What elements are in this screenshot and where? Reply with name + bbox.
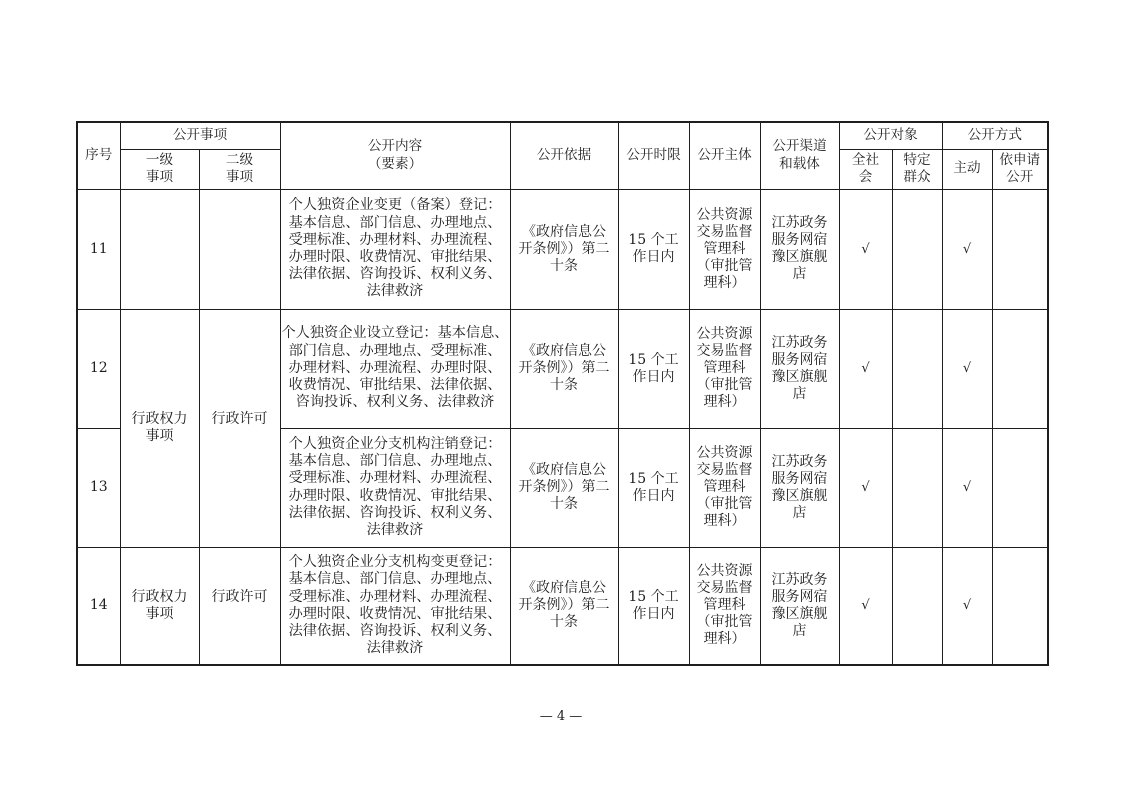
header-level2-line: 二级 [225, 151, 254, 168]
header-level1-line: 事项 [145, 169, 174, 185]
level1-cell [120, 309, 199, 547]
level2-line: 行政许可 [211, 411, 268, 427]
subject-line: 理科） [703, 513, 746, 529]
content-line: 法律依据、咨询投诉、权利义务、 [288, 266, 502, 283]
header-channel [760, 122, 839, 189]
content-text [281, 325, 510, 411]
channel-line: 豫区旗舰 [771, 368, 828, 385]
content-line: 法律依据、咨询投诉、权利义务、 [288, 504, 502, 521]
channel-line: 店 [792, 266, 807, 282]
check-mark-icon: √ [861, 241, 870, 257]
time-limit-line: 15 个工 [628, 588, 679, 605]
basis-line: 开条例》）第二 [518, 479, 610, 495]
target-specific-cell [892, 189, 942, 309]
basis-line: 《政府信息公 [522, 580, 606, 597]
method-active-cell [942, 547, 992, 665]
table-row [77, 309, 1048, 428]
content-line: 法律救济 [366, 521, 424, 538]
target-public-cell [839, 428, 892, 547]
method-request-cell [992, 189, 1048, 309]
content-text [281, 436, 510, 539]
basis-line: 十条 [550, 614, 578, 631]
subject-cell [689, 189, 760, 309]
table-row [77, 547, 1048, 665]
content-line: 个人独资企业分支机构注销登记： [288, 435, 502, 452]
channel-line: 江苏政务 [771, 334, 828, 351]
channel-line: 江苏政务 [771, 453, 828, 470]
channel-text [761, 215, 839, 283]
content-line: 办理材料、办理流程、办理时限、 [288, 359, 502, 376]
subject-cell [689, 547, 760, 665]
header-level1-label [121, 152, 199, 187]
basis-cell [510, 309, 618, 428]
level2-cell [199, 309, 280, 547]
content-line: 法律依据、咨询投诉、权利义务、 [288, 622, 502, 639]
content-line: 办理时限、收费情况、审批结果、 [288, 249, 502, 265]
method-request-cell [992, 309, 1048, 428]
level1-line: 行政权力 [131, 588, 188, 605]
header-method-active [942, 149, 992, 189]
header-target-public-label [840, 152, 892, 187]
header-content-label [281, 138, 510, 173]
basis-line: 十条 [550, 496, 578, 512]
seq-cell [77, 309, 120, 428]
header-channel-line: 和载体 [779, 155, 820, 172]
content-line: 办理时限、收费情况、审批结果、 [288, 605, 502, 622]
check-mark-icon: √ [962, 241, 972, 257]
channel-line: 服务网宿 [771, 232, 828, 248]
time-limit-text [619, 471, 689, 505]
header-basis [510, 122, 618, 189]
seq-number: 12 [89, 360, 108, 376]
check-mark-icon: √ [861, 480, 870, 495]
subject-line: （审批管 [696, 377, 753, 393]
subject-cell [689, 309, 760, 428]
basis-cell [510, 428, 618, 547]
header-target-specific-line: 特定 [903, 151, 931, 168]
channel-line: 豫区旗舰 [771, 605, 828, 622]
basis-text [511, 580, 618, 631]
table-header [77, 122, 1048, 189]
subject-line: （审批管 [696, 496, 753, 512]
content-line: 法律救济 [366, 640, 424, 657]
channel-line: 服务网宿 [771, 588, 828, 605]
content-cell [280, 547, 510, 665]
channel-text [761, 335, 839, 403]
header-content-line: （要素） [367, 155, 423, 172]
time-limit-line: 作日内 [632, 605, 675, 622]
level1-text [121, 589, 199, 623]
header-seq [77, 122, 120, 189]
subject-text [690, 207, 760, 292]
subject-line: 管理科 [703, 597, 746, 614]
channel-text [761, 454, 839, 522]
content-cell [280, 309, 510, 428]
basis-text [511, 462, 618, 513]
method-active-cell [942, 309, 992, 428]
method-request-cell [992, 547, 1048, 665]
header-level2-label [200, 152, 280, 187]
header-method-active-label: 主动 [953, 160, 981, 177]
check-mark-icon: √ [962, 361, 972, 376]
content-line: 咨询投诉、权利义务、法律救济 [295, 394, 495, 411]
header-seq-label: 序号 [85, 147, 113, 163]
header-row-1 [77, 122, 1048, 149]
header-channel-label [761, 138, 839, 173]
time-limit-cell [618, 428, 689, 547]
header-content [280, 122, 510, 189]
header-target-specific [892, 149, 942, 189]
basis-text [511, 343, 618, 394]
method-active-cell [942, 189, 992, 309]
header-subject [689, 122, 760, 189]
header-level2 [199, 149, 280, 189]
channel-cell [760, 189, 839, 309]
channel-line: 服务网宿 [771, 351, 828, 368]
content-line: 个人独资企业设立登记：基本信息、 [281, 325, 509, 342]
target-public-cell [839, 309, 892, 428]
subject-text [690, 563, 760, 648]
time-limit-line: 15 个工 [628, 351, 679, 368]
seq-cell [77, 428, 120, 547]
header-level2-line: 事项 [225, 169, 254, 185]
channel-line: 店 [792, 504, 807, 521]
level1-cell [120, 547, 199, 665]
header-content-line: 公开内容 [367, 138, 423, 155]
basis-line: 开条例》）第二 [518, 240, 610, 257]
level2-text [200, 411, 280, 428]
channel-line: 豫区旗舰 [771, 487, 828, 504]
target-specific-cell [892, 428, 942, 547]
method-active-cell [942, 428, 992, 547]
subject-line: 公共资源 [696, 563, 753, 580]
header-level1-line: 一级 [145, 151, 174, 168]
channel-cell [760, 547, 839, 665]
content-line: 受理标准、办理材料、办理流程、 [288, 470, 502, 487]
time-limit-line: 15 个工 [628, 232, 679, 248]
subject-line: 管理科 [703, 240, 746, 257]
time-limit-text [619, 352, 689, 386]
basis-line: 十条 [550, 257, 578, 274]
level2-line: 行政许可 [211, 588, 268, 605]
level2-text [200, 589, 280, 606]
content-line: 收费情况、审批结果、法律依据、 [288, 377, 502, 394]
subject-line: 理科） [703, 274, 746, 291]
subject-text [690, 326, 760, 411]
subject-line: 交易监督 [696, 223, 753, 240]
time-limit-line: 15 个工 [628, 470, 679, 487]
basis-line: 开条例》）第二 [518, 360, 610, 376]
header-target-specific-label [893, 152, 942, 187]
header-method-request-line: 依申请 [999, 151, 1041, 168]
seq-number: 13 [89, 479, 108, 495]
subject-line: 公共资源 [696, 206, 753, 223]
subject-line: 理科） [703, 631, 746, 648]
header-time-limit [618, 122, 689, 189]
time-limit-line: 作日内 [632, 487, 675, 504]
check-mark-icon: √ [861, 598, 870, 614]
time-limit-cell [618, 309, 689, 428]
header-items [120, 122, 280, 149]
subject-cell [689, 428, 760, 547]
channel-text [761, 572, 839, 640]
target-public-cell [839, 547, 892, 665]
header-channel-line: 公开渠道 [772, 138, 827, 155]
channel-line: 江苏政务 [771, 215, 828, 231]
header-time-limit-label: 公开时限 [626, 147, 681, 163]
header-target [839, 122, 942, 149]
time-limit-text [619, 232, 689, 266]
subject-line: （审批管 [696, 257, 753, 274]
header-basis-label: 公开依据 [536, 147, 592, 163]
header-target-public-line: 会 [858, 169, 873, 185]
channel-line: 店 [792, 385, 807, 402]
basis-line: 十条 [550, 377, 578, 393]
content-line: 个人独资企业变更（备案）登记： [288, 197, 502, 214]
channel-cell [760, 428, 839, 547]
level2-cell [199, 547, 280, 665]
check-mark-icon: √ [962, 598, 972, 614]
header-target-label: 公开对象 [863, 127, 918, 143]
content-text [281, 197, 510, 300]
seq-number: 11 [89, 240, 108, 257]
seq-cell [77, 189, 120, 309]
seq-number: 14 [89, 597, 108, 614]
content-line: 受理标准、办理材料、办理流程、 [288, 588, 502, 605]
header-method-request [992, 149, 1048, 189]
seq-cell [77, 547, 120, 665]
target-specific-cell [892, 309, 942, 428]
channel-line: 服务网宿 [771, 470, 828, 487]
channel-line: 江苏政务 [771, 571, 828, 588]
subject-line: （审批管 [696, 614, 753, 631]
header-method-request-line: 公开 [1006, 169, 1034, 185]
content-cell [280, 189, 510, 309]
level1-line: 事项 [145, 428, 174, 444]
content-line: 法律救济 [366, 283, 424, 300]
disclosure-table [76, 121, 1049, 666]
header-target-specific-line: 群众 [903, 169, 931, 185]
method-request-cell [992, 428, 1048, 547]
content-line: 基本信息、部门信息、办理地点、 [288, 453, 502, 470]
table-row [77, 189, 1048, 309]
table-body [77, 189, 1048, 665]
content-line: 基本信息、部门信息、办理地点、 [288, 214, 502, 231]
basis-line: 开条例》）第二 [518, 597, 610, 614]
content-line: 基本信息、部门信息、办理地点、 [288, 571, 502, 588]
content-line: 受理标准、办理材料、办理流程、 [288, 231, 502, 248]
level1-line: 事项 [145, 605, 174, 622]
level1-text [121, 411, 199, 445]
subject-line: 公共资源 [696, 445, 753, 461]
subject-line: 交易监督 [696, 343, 753, 359]
subject-line: 管理科 [703, 360, 746, 376]
channel-cell [760, 309, 839, 428]
content-cell [280, 428, 510, 547]
time-limit-cell [618, 189, 689, 309]
header-level1 [120, 149, 199, 189]
basis-line: 《政府信息公 [522, 462, 606, 478]
channel-line: 豫区旗舰 [771, 249, 828, 265]
check-mark-icon: √ [962, 480, 972, 495]
level1-line: 行政权力 [131, 411, 188, 427]
header-method-label: 公开方式 [967, 127, 1022, 143]
subject-line: 交易监督 [696, 462, 753, 478]
level1-cell [120, 189, 199, 309]
subject-line: 公共资源 [696, 326, 753, 342]
header-target-public [839, 149, 892, 189]
page-number: — 4 — [539, 709, 583, 724]
time-limit-line: 作日内 [632, 249, 675, 265]
header-subject-label: 公开主体 [697, 147, 752, 163]
check-mark-icon: √ [861, 361, 870, 376]
level2-cell [199, 189, 280, 309]
subject-line: 管理科 [703, 479, 746, 495]
subject-line: 交易监督 [696, 580, 753, 597]
header-method-request-label [993, 152, 1048, 187]
time-limit-cell [618, 547, 689, 665]
basis-cell [510, 547, 618, 665]
header-items-label: 公开事项 [172, 127, 228, 143]
content-text [281, 554, 510, 657]
target-public-cell [839, 189, 892, 309]
time-limit-line: 作日内 [632, 368, 675, 385]
basis-line: 《政府信息公 [522, 223, 606, 240]
channel-line: 店 [792, 622, 807, 639]
header-target-public-line: 全社 [851, 151, 880, 168]
content-line: 部门信息、办理地点、受理标准、 [288, 342, 502, 359]
header-method [942, 122, 1048, 149]
basis-line: 《政府信息公 [522, 343, 606, 359]
content-line: 个人独资企业分支机构变更登记： [288, 554, 502, 571]
basis-cell [510, 189, 618, 309]
content-line: 办理时限、收费情况、审批结果、 [288, 487, 502, 504]
target-specific-cell [892, 547, 942, 665]
time-limit-text [619, 589, 689, 623]
subject-text [690, 445, 760, 530]
subject-line: 理科） [703, 394, 746, 410]
basis-text [511, 224, 618, 275]
